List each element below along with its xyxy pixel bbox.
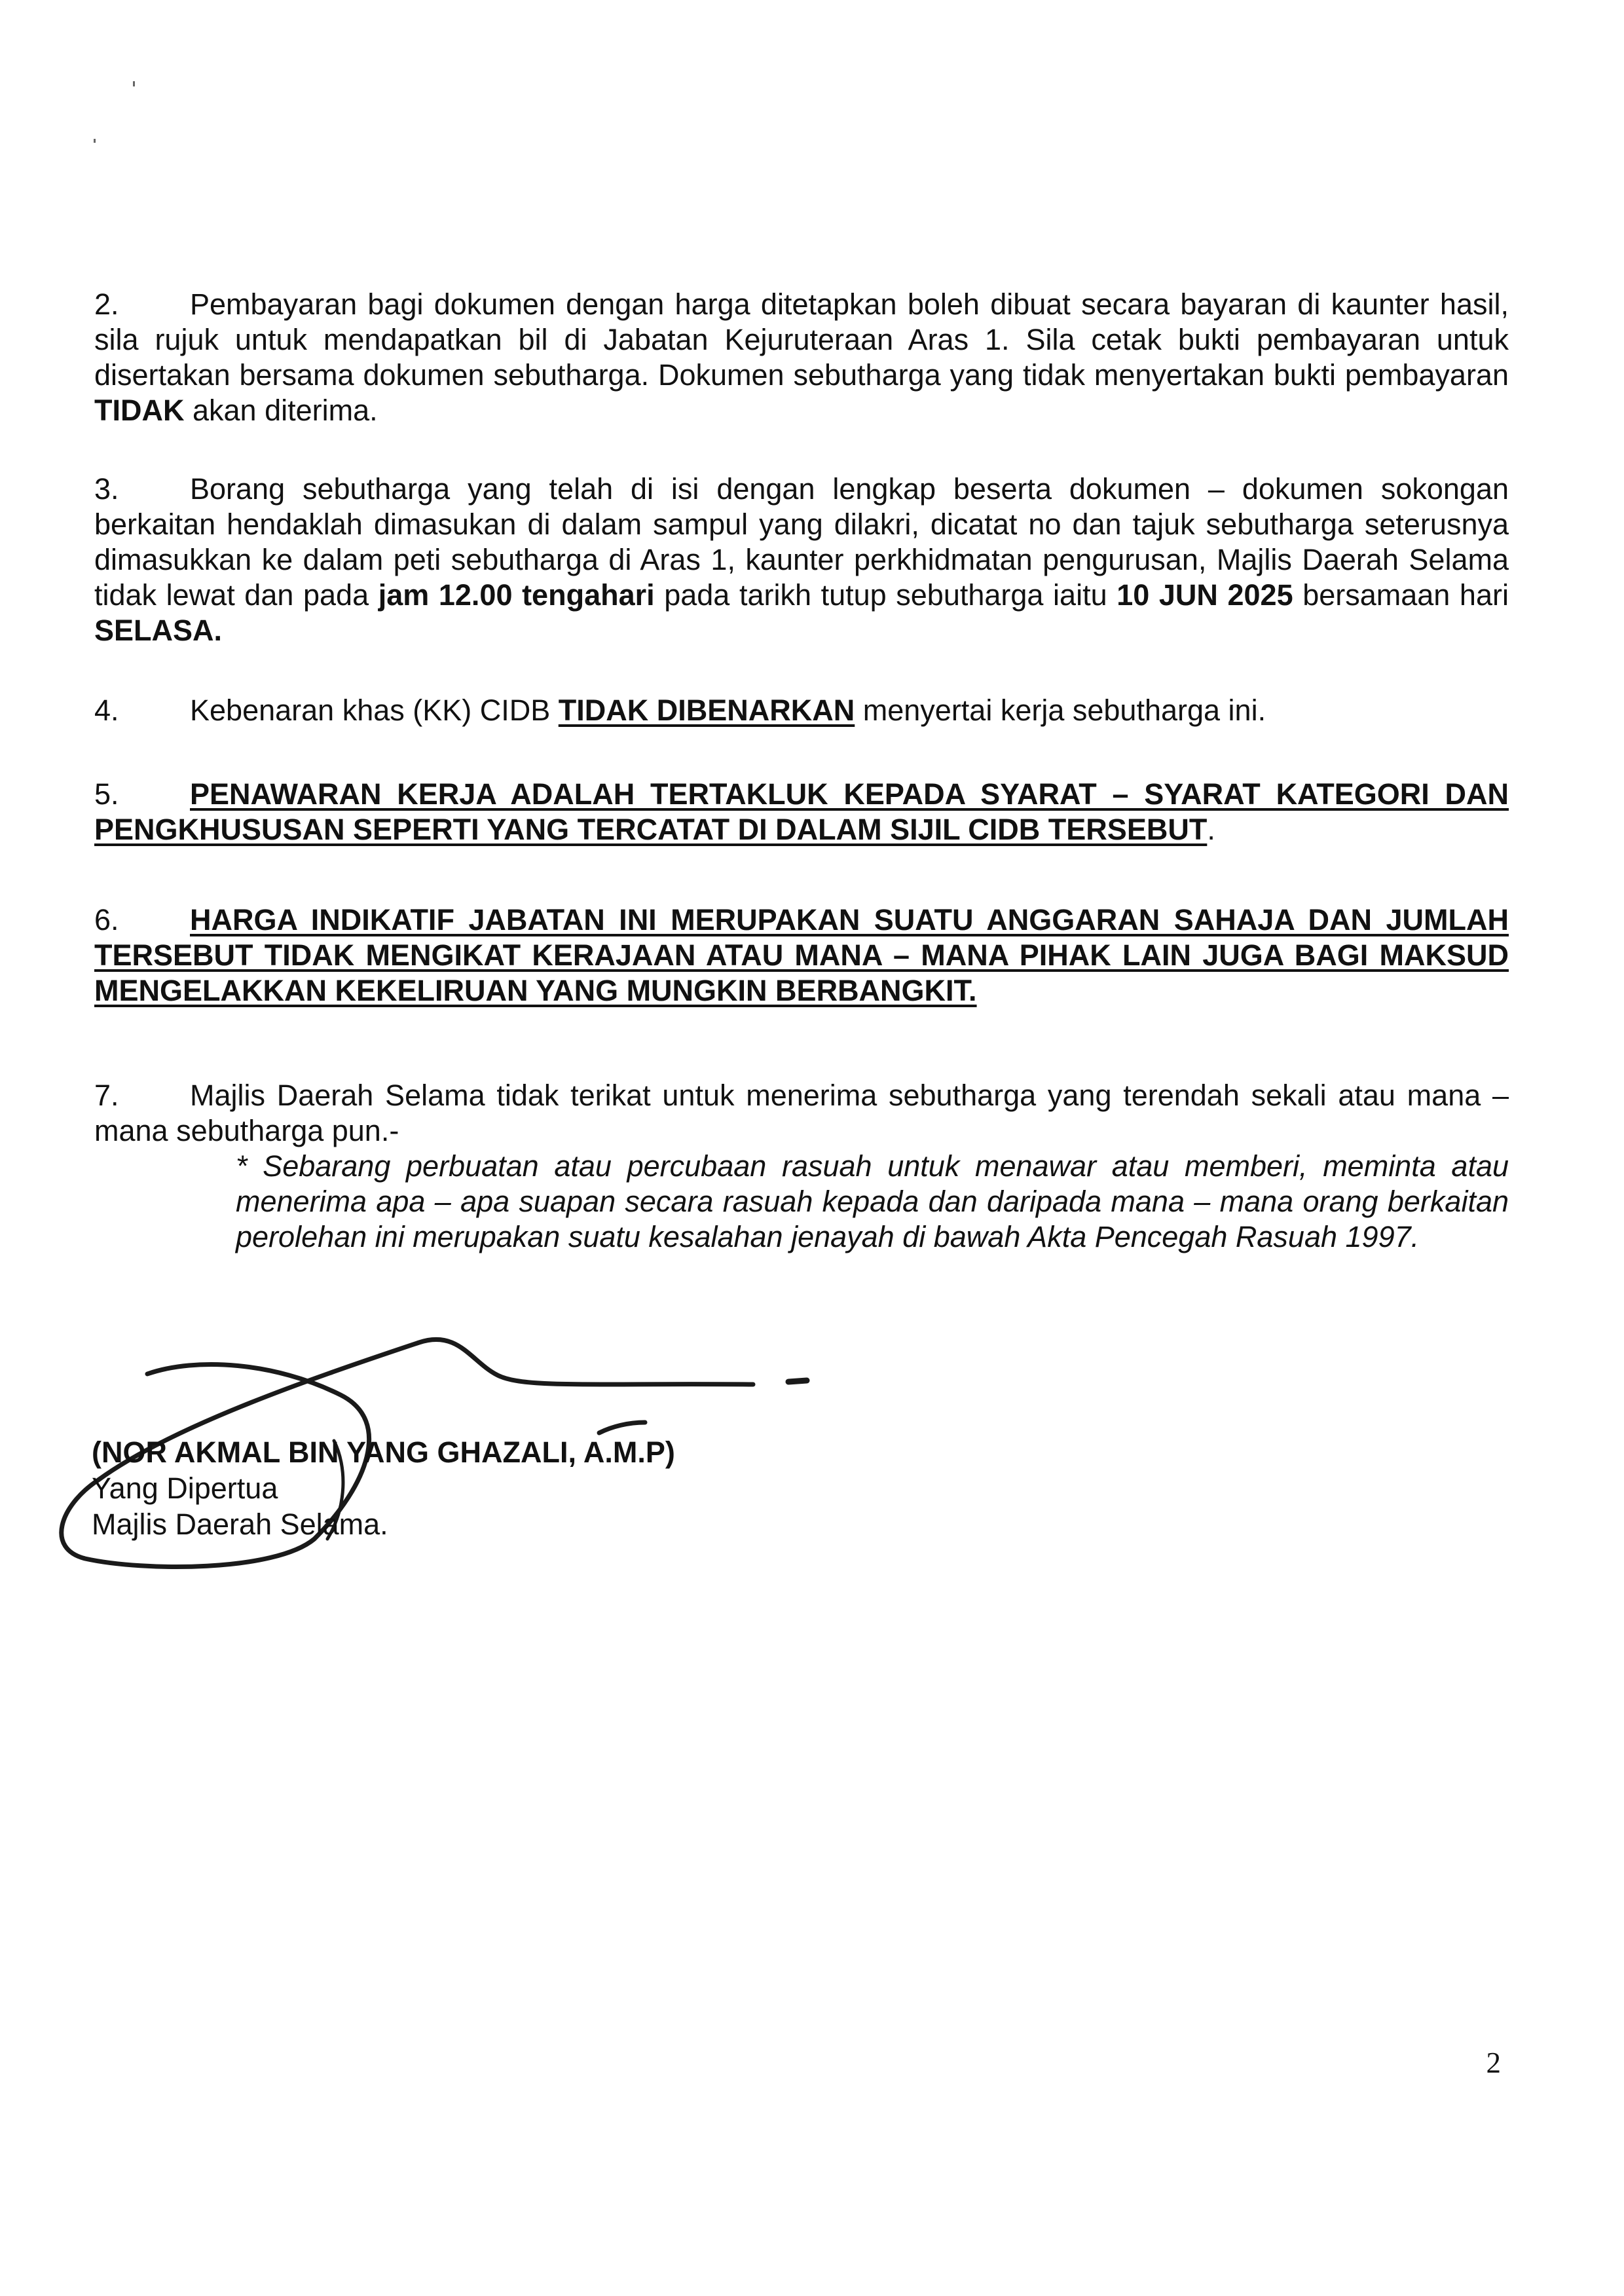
page-number: 2 [1486,2046,1501,2079]
paragraph-6: 6. HARGA INDIKATIF JABATAN INI MERUPAKAN SUATU ANGGARAN SAHAJA DAN JUMLAH TERSEBUT TIDAK MENGIKAT KERAJAAN ATAU MANA – MANA PIHAK LAIN JUGA BAGI MAKSUD MENGELAKKAN KEKELIRUAN YANG MUNGKIN BERBANGKIT. [94,903,1509,1007]
paragraph-number: 5. [94,777,119,811]
paragraph-4: 4. Kebenaran khas (KK) CIDB TIDAK DIBENARKAN menyertai kerja sebutharga ini. [94,694,1266,727]
paragraph-number: 6. [94,903,119,936]
signatory-organisation: Majlis Daerah Selama. [92,1508,388,1541]
scan-speck [133,81,135,86]
signatory-name: (NOR AKMAL BIN YANG GHAZALI, A.M.P) [92,1435,675,1469]
paragraph-number: 7. [94,1079,119,1112]
paragraph-3: 3. Borang sebutharga yang telah di isi dengan lengkap beserta dokumen – dokumen sokongan berkaitan hendaklah dimasukan di dalam sampul yang dilakri, dicatat no dan tajuk sebutharga seterusnya dimasukkan ke dalam peti sebutharga di Aras 1, kaunter perkhidmatan pengurusan, Majlis Daerah Selama tidak lewat dan pada jam 12.00 tengahari pada tarikh tutup sebutharga iaitu 10 JUN 2025 bersamaan hari SELASA. [94,472,1509,647]
paragraph-7: 7. Majlis Daerah Selama tidak terikat untuk menerima sebutharga yang terendah sekali atau mana – mana sebutharga pun.- [94,1079,1509,1147]
paragraph-number: 2. [94,287,119,321]
signature-block [92,1434,675,1542]
signatory-title: Yang Dipertua [92,1472,278,1505]
anti-corruption-note: * Sebarang perbuatan atau percubaan rasuah untuk menawar atau memberi, meminta atau menerima apa – apa suapan secara rasuah kepada dan daripada mana – mana orang berkaitan perolehan ini merupakan suatu kesalahan jenayah di bawah Akta Pencegah Rasuah 1997. [236,1149,1509,1253]
paragraph-2: 2. Pembayaran bagi dokumen dengan harga ditetapkan boleh dibuat secara bayaran di kaunter hasil, sila rujuk untuk mendapatkan bil di Jabatan Kejuruteraan Aras 1. Sila cetak bukti pembayaran untuk disertakan bersama dokumen sebutharga. Dokumen sebutharga yang tidak menyertakan bukti pembayaran TIDAK akan diterima. [94,287,1509,427]
paragraph-5: 5. PENAWARAN KERJA ADALAH TERTAKLUK KEPADA SYARAT – SYARAT KATEGORI DAN PENGKHUSUSAN SEPERTI YANG TERCATAT DI DALAM SIJIL CIDB TERSEBUT. [94,777,1509,846]
paragraph-number: 4. [94,694,119,727]
paragraph-number: 3. [94,472,119,506]
scan-speck [94,139,96,143]
